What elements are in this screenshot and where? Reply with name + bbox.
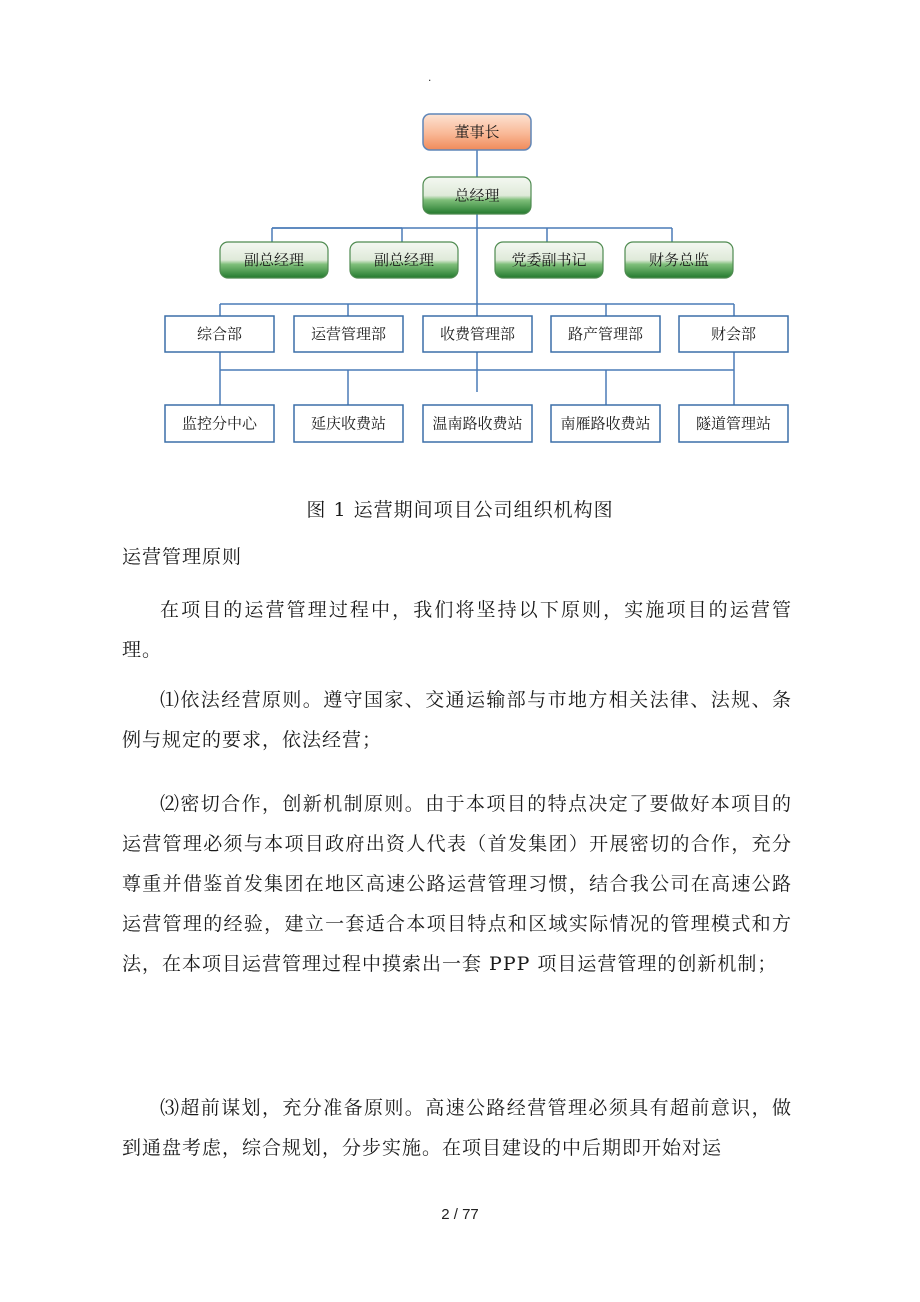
node-deputy-gm-1-label: 副总经理 [243, 251, 305, 269]
node-road-asset-dept-label: 路产管理部 [567, 325, 644, 343]
node-yanqing-toll-label: 延庆收费站 [310, 414, 387, 433]
node-nanyan-toll-label: 南雁路收费站 [560, 414, 651, 433]
node-monitoring-center [165, 405, 274, 442]
paragraph-intro: 在项目的运营管理过程中，我们将坚持以下原则，实施项目的运营管理。 [122, 599, 792, 661]
section-heading: 运营管理原则 [122, 546, 243, 568]
node-party-deputy-secretary-label: 党委副书记 [511, 251, 587, 269]
paragraph-principle-1: ⑴依法经营原则。遵守国家、交通运输部与市地方相关法律、法规、条例与规定的要求，依法经营； [122, 689, 792, 751]
node-wennan-toll-label: 温南路收费站 [432, 414, 523, 433]
figure-caption: 图 1 运营期间项目公司组织机构图 [306, 499, 614, 521]
page-number: 2 / 77 [441, 1206, 479, 1223]
paragraph-principle-2: ⑵密切合作，创新机制原则。由于本项目的特点决定了要做好本项目的运营管理必须与本项目政府出资人代表（首发集团）开展密切的合作，充分尊重并借鉴首发集团在地区高速公路运营管理习惯，结合我公司在高速公路运营管理的经验，建立一套适合本项目特点和区域实际情况的管理模式和方法，在本项目运营管理过程中摸索出一套 PPP 项目运营管理的创新机制； [122, 793, 792, 975]
node-finance-dept-label: 财会部 [710, 325, 757, 343]
org-chart [0, 0, 920, 470]
node-finance-dept [679, 316, 788, 352]
node-chairman-label: 董事长 [454, 123, 500, 141]
node-finance-director [625, 242, 733, 278]
node-tunnel-station [679, 405, 788, 442]
node-toll-dept-label: 收费管理部 [439, 325, 516, 343]
node-deputy-gm-2-label: 副总经理 [373, 251, 435, 269]
node-general-dept [165, 316, 274, 352]
node-finance-director-label: 财务总监 [648, 251, 710, 269]
node-wennan-toll [423, 405, 532, 442]
node-party-deputy-secretary [495, 242, 603, 278]
node-general-manager [423, 177, 531, 214]
node-deputy-gm-1 [220, 242, 328, 278]
node-operations-dept-label: 运营管理部 [310, 325, 387, 343]
node-nanyan-toll [551, 405, 660, 442]
page-marker: . [428, 70, 432, 84]
node-operations-dept [294, 316, 403, 352]
node-toll-dept [423, 316, 532, 352]
paragraph-principle-3: ⑶超前谋划，充分准备原则。高速公路经营管理必须具有超前意识，做到通盘考虑，综合规划，分步实施。在项目建设的中后期即开始对运 [122, 1097, 792, 1159]
node-tunnel-station-label: 隧道管理站 [695, 414, 772, 433]
node-chairman [423, 114, 531, 150]
node-general-dept-label: 综合部 [196, 325, 243, 343]
node-monitoring-center-label: 监控分中心 [181, 414, 258, 433]
node-yanqing-toll [294, 405, 403, 442]
node-deputy-gm-2 [350, 242, 458, 278]
node-road-asset-dept [551, 316, 660, 352]
node-general-manager-label: 总经理 [454, 186, 500, 205]
